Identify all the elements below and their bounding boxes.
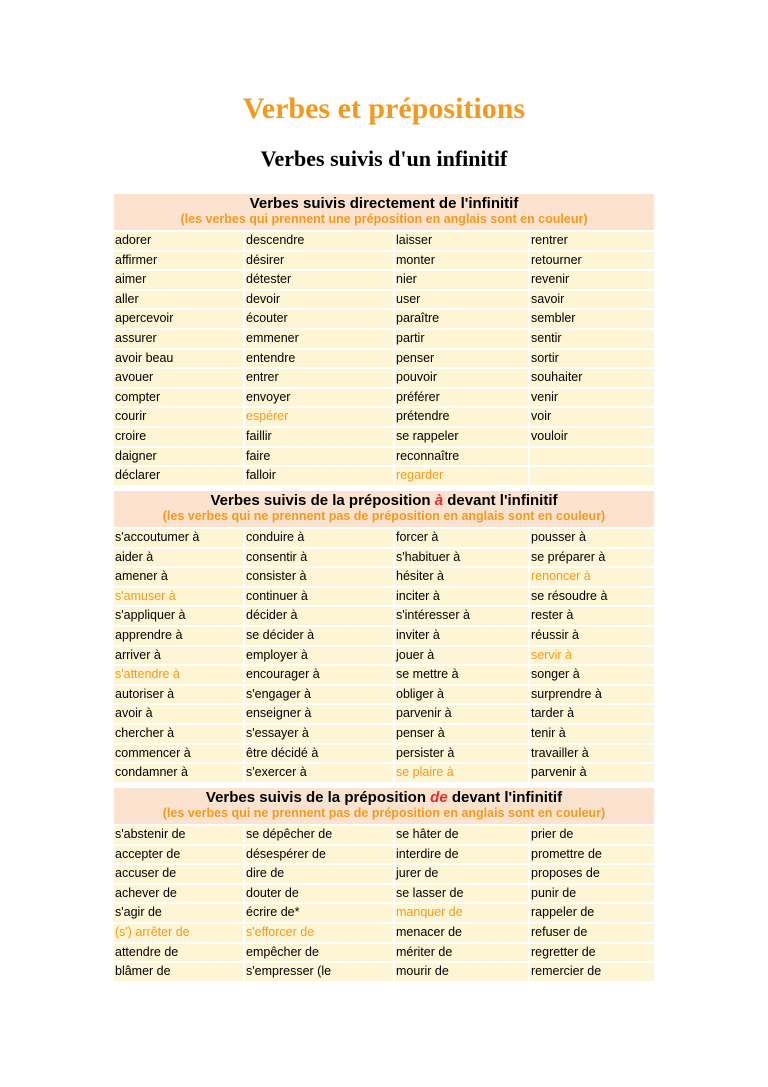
table-row (114, 607, 654, 627)
verb-cell: accuser de (114, 865, 243, 883)
verb-cell: se résoudre à (530, 588, 654, 606)
section-title-text-end: devant l'infinitif (443, 492, 558, 509)
verb-cell: revenir (530, 271, 654, 289)
verb-cell: amener à (114, 568, 243, 586)
table-row (114, 408, 654, 428)
verb-cell: penser à (395, 725, 528, 743)
verb-cell: envoyer (245, 389, 393, 407)
verb-cell: faillir (245, 428, 393, 446)
verb-cell: emmener (245, 330, 393, 348)
verb-cell: laisser (395, 232, 528, 250)
verb-cell: s'agir de (114, 904, 243, 922)
verb-cell: achever de (114, 885, 243, 903)
section-title-text-end: devant l'infinitif (447, 789, 563, 806)
verb-cell: renoncer à (530, 568, 654, 586)
section-title (114, 492, 654, 510)
verb-cell: accepter de (114, 846, 243, 864)
verb-cell: remercier de (530, 963, 654, 981)
table-row (114, 529, 654, 549)
verb-cell: se décider à (245, 627, 393, 645)
verb-cell: rappeler de (530, 904, 654, 922)
verb-cell: jouer à (395, 647, 528, 665)
section-title-preposition: de (430, 789, 448, 806)
verb-cell: partir (395, 330, 528, 348)
table-row (114, 647, 654, 667)
verb-cell: s'exercer à (245, 764, 393, 782)
verb-cell: penser (395, 350, 528, 368)
verb-cell: songer à (530, 666, 654, 684)
table-row (114, 963, 654, 983)
verb-cell: regarder (395, 467, 528, 485)
section-preposition-a (114, 491, 654, 784)
verb-cell: dire de (245, 865, 393, 883)
verb-cell: empêcher de (245, 944, 393, 962)
verb-cell: avoir beau (114, 350, 243, 368)
verb-cell: reconnaître (395, 448, 528, 466)
verb-cell: inciter à (395, 588, 528, 606)
section-note: (les verbes qui ne prennent pas de préposition en anglais sont en couleur) (162, 509, 606, 523)
verb-cell: punir de (530, 885, 654, 903)
verb-cell: se dépêcher de (245, 826, 393, 844)
table-row (114, 428, 654, 448)
verb-cell: attendre de (114, 944, 243, 962)
verb-cell: aller (114, 291, 243, 309)
verb-cell: enseigner à (245, 705, 393, 723)
verb-cell: encourager à (245, 666, 393, 684)
verb-cell: avouer (114, 369, 243, 387)
verb-cell: forcer à (395, 529, 528, 547)
verb-cell: servir à (530, 647, 654, 665)
verb-cell: condamner à (114, 764, 243, 782)
verb-cell: daigner (114, 448, 243, 466)
verb-cell: se lasser de (395, 885, 528, 903)
section-header (114, 788, 654, 824)
verb-cell: prier de (530, 826, 654, 844)
verb-cell: employer à (245, 647, 393, 665)
section-note: (les verbes qui prennent une préposition en anglais sont en couleur) (180, 212, 588, 226)
section-title-text: Verbes suivis de la préposition (210, 492, 435, 509)
verb-cell: préférer (395, 389, 528, 407)
verb-cell: descendre (245, 232, 393, 250)
verb-cell: hésiter à (395, 568, 528, 586)
table-row (114, 904, 654, 924)
verb-cell: vouloir (530, 428, 654, 446)
verb-cell: écouter (245, 310, 393, 328)
verb-cell: rester à (530, 607, 654, 625)
table-row (114, 666, 654, 686)
verb-cell: travailler à (530, 745, 654, 763)
verb-cell: se préparer à (530, 549, 654, 567)
verb-cell: pouvoir (395, 369, 528, 387)
verb-cell: tarder à (530, 705, 654, 723)
verb-cell: interdire de (395, 846, 528, 864)
table-row (114, 705, 654, 725)
verb-cell: s'efforcer de (245, 924, 393, 942)
verb-table (114, 232, 654, 487)
verb-cell: souhaiter (530, 369, 654, 387)
verb-cell: écrire de* (245, 904, 393, 922)
table-row (114, 330, 654, 350)
verb-cell: refuser de (530, 924, 654, 942)
table-row (114, 350, 654, 370)
verb-cell: devoir (245, 291, 393, 309)
verb-cell: se plaire à (395, 764, 528, 782)
table-row (114, 568, 654, 588)
table-row (114, 826, 654, 846)
verb-cell: surprendre à (530, 686, 654, 704)
verb-cell: affirmer (114, 252, 243, 270)
table-row (114, 745, 654, 765)
verb-cell: paraître (395, 310, 528, 328)
verb-cell (530, 467, 654, 485)
verb-cell: falloir (245, 467, 393, 485)
verb-cell: courir (114, 408, 243, 426)
verb-cell: sortir (530, 350, 654, 368)
page-subtitle: Verbes suivis d'un infinitif (260, 146, 508, 171)
verb-cell: monter (395, 252, 528, 270)
verb-cell: persister à (395, 745, 528, 763)
verb-cell: commencer à (114, 745, 243, 763)
section-title (114, 195, 654, 213)
verb-cell: compter (114, 389, 243, 407)
section-title-text: Verbes suivis directement de l'infinitif (249, 195, 519, 212)
verb-cell: savoir (530, 291, 654, 309)
verb-cell: apprendre à (114, 627, 243, 645)
verb-cell: retourner (530, 252, 654, 270)
verb-cell: entrer (245, 369, 393, 387)
table-row (114, 310, 654, 330)
table-row (114, 448, 654, 468)
table-row (114, 549, 654, 569)
table-row (114, 885, 654, 905)
table-row (114, 588, 654, 608)
verb-cell: faire (245, 448, 393, 466)
verb-cell: proposes de (530, 865, 654, 883)
verb-cell: adorer (114, 232, 243, 250)
table-row (114, 467, 654, 487)
verb-cell: continuer à (245, 588, 393, 606)
verb-cell: s'engager à (245, 686, 393, 704)
verb-table (114, 826, 654, 983)
verb-cell: apercevoir (114, 310, 243, 328)
verb-cell: aimer (114, 271, 243, 289)
verb-cell (530, 448, 654, 466)
table-row (114, 291, 654, 311)
section-title-preposition: à (434, 492, 444, 509)
verb-cell: s'essayer à (245, 725, 393, 743)
verb-cell: mériter de (395, 944, 528, 962)
verb-cell: inviter à (395, 627, 528, 645)
verb-cell: consister à (245, 568, 393, 586)
table-row (114, 865, 654, 885)
verb-cell: décider à (245, 607, 393, 625)
table-row (114, 627, 654, 647)
verb-cell: pousser à (530, 529, 654, 547)
table-row (114, 846, 654, 866)
table-row (114, 369, 654, 389)
verb-cell: se rappeler (395, 428, 528, 446)
table-row (114, 252, 654, 272)
verb-cell: arriver à (114, 647, 243, 665)
verb-cell: autoriser à (114, 686, 243, 704)
verb-cell: menacer de (395, 924, 528, 942)
verb-cell: s'accoutumer à (114, 529, 243, 547)
verb-cell: être décidé à (245, 745, 393, 763)
section-title-text: Verbes suivis de la préposition (205, 789, 431, 806)
verb-cell: avoir à (114, 705, 243, 723)
verb-cell: douter de (245, 885, 393, 903)
verb-cell: s'abstenir de (114, 826, 243, 844)
verb-cell: parvenir à (395, 705, 528, 723)
verb-cell: manquer de (395, 904, 528, 922)
section-header (114, 194, 654, 230)
verb-cell: désirer (245, 252, 393, 270)
verb-cell: croire (114, 428, 243, 446)
table-row (114, 924, 654, 944)
verb-cell: obliger à (395, 686, 528, 704)
verb-cell: s'appliquer à (114, 607, 243, 625)
table-row (114, 389, 654, 409)
verb-cell: détester (245, 271, 393, 289)
verb-cell: assurer (114, 330, 243, 348)
section-header (114, 491, 654, 527)
section-note: (les verbes qui ne prennent pas de préposition en anglais sont en couleur) (162, 806, 606, 820)
verb-cell: se mettre à (395, 666, 528, 684)
verb-cell: jurer de (395, 865, 528, 883)
verb-cell: prétendre (395, 408, 528, 426)
verb-cell: parvenir à (530, 764, 654, 782)
verb-cell: user (395, 291, 528, 309)
verb-cell: désespérer de (245, 846, 393, 864)
verb-cell: s'intéresser à (395, 607, 528, 625)
verb-cell: espérer (245, 408, 393, 426)
verb-cell: s'amuser à (114, 588, 243, 606)
verb-cell: déclarer (114, 467, 243, 485)
section-direct-infinitive (114, 194, 654, 487)
table-row (114, 686, 654, 706)
verb-cell: aider à (114, 549, 243, 567)
verb-cell: regretter de (530, 944, 654, 962)
verb-cell: réussir à (530, 627, 654, 645)
verb-cell: chercher à (114, 725, 243, 743)
verb-cell: sembler (530, 310, 654, 328)
verb-cell: consentir à (245, 549, 393, 567)
verb-cell: sentir (530, 330, 654, 348)
verb-cell: mourir de (395, 963, 528, 981)
table-row (114, 764, 654, 784)
table-row (114, 944, 654, 964)
table-row (114, 725, 654, 745)
verb-cell: se hâter de (395, 826, 528, 844)
verb-cell: s'empresser (le (245, 963, 393, 981)
table-row (114, 271, 654, 291)
verb-cell: (s') arrêter de (114, 924, 243, 942)
verb-cell: nier (395, 271, 528, 289)
verb-cell: entendre (245, 350, 393, 368)
section-title (114, 789, 654, 807)
section-preposition-de (114, 788, 654, 983)
verb-cell: venir (530, 389, 654, 407)
verb-table (114, 529, 654, 784)
verb-cell: tenir à (530, 725, 654, 743)
page-title: Verbes et prépositions (242, 92, 526, 125)
verb-cell: conduire à (245, 529, 393, 547)
verb-cell: s'habituer à (395, 549, 528, 567)
verb-cell: blâmer de (114, 963, 243, 981)
verb-cell: promettre de (530, 846, 654, 864)
verb-cell: rentrer (530, 232, 654, 250)
verb-cell: voir (530, 408, 654, 426)
table-row (114, 232, 654, 252)
verb-cell: s'attendre à (114, 666, 243, 684)
